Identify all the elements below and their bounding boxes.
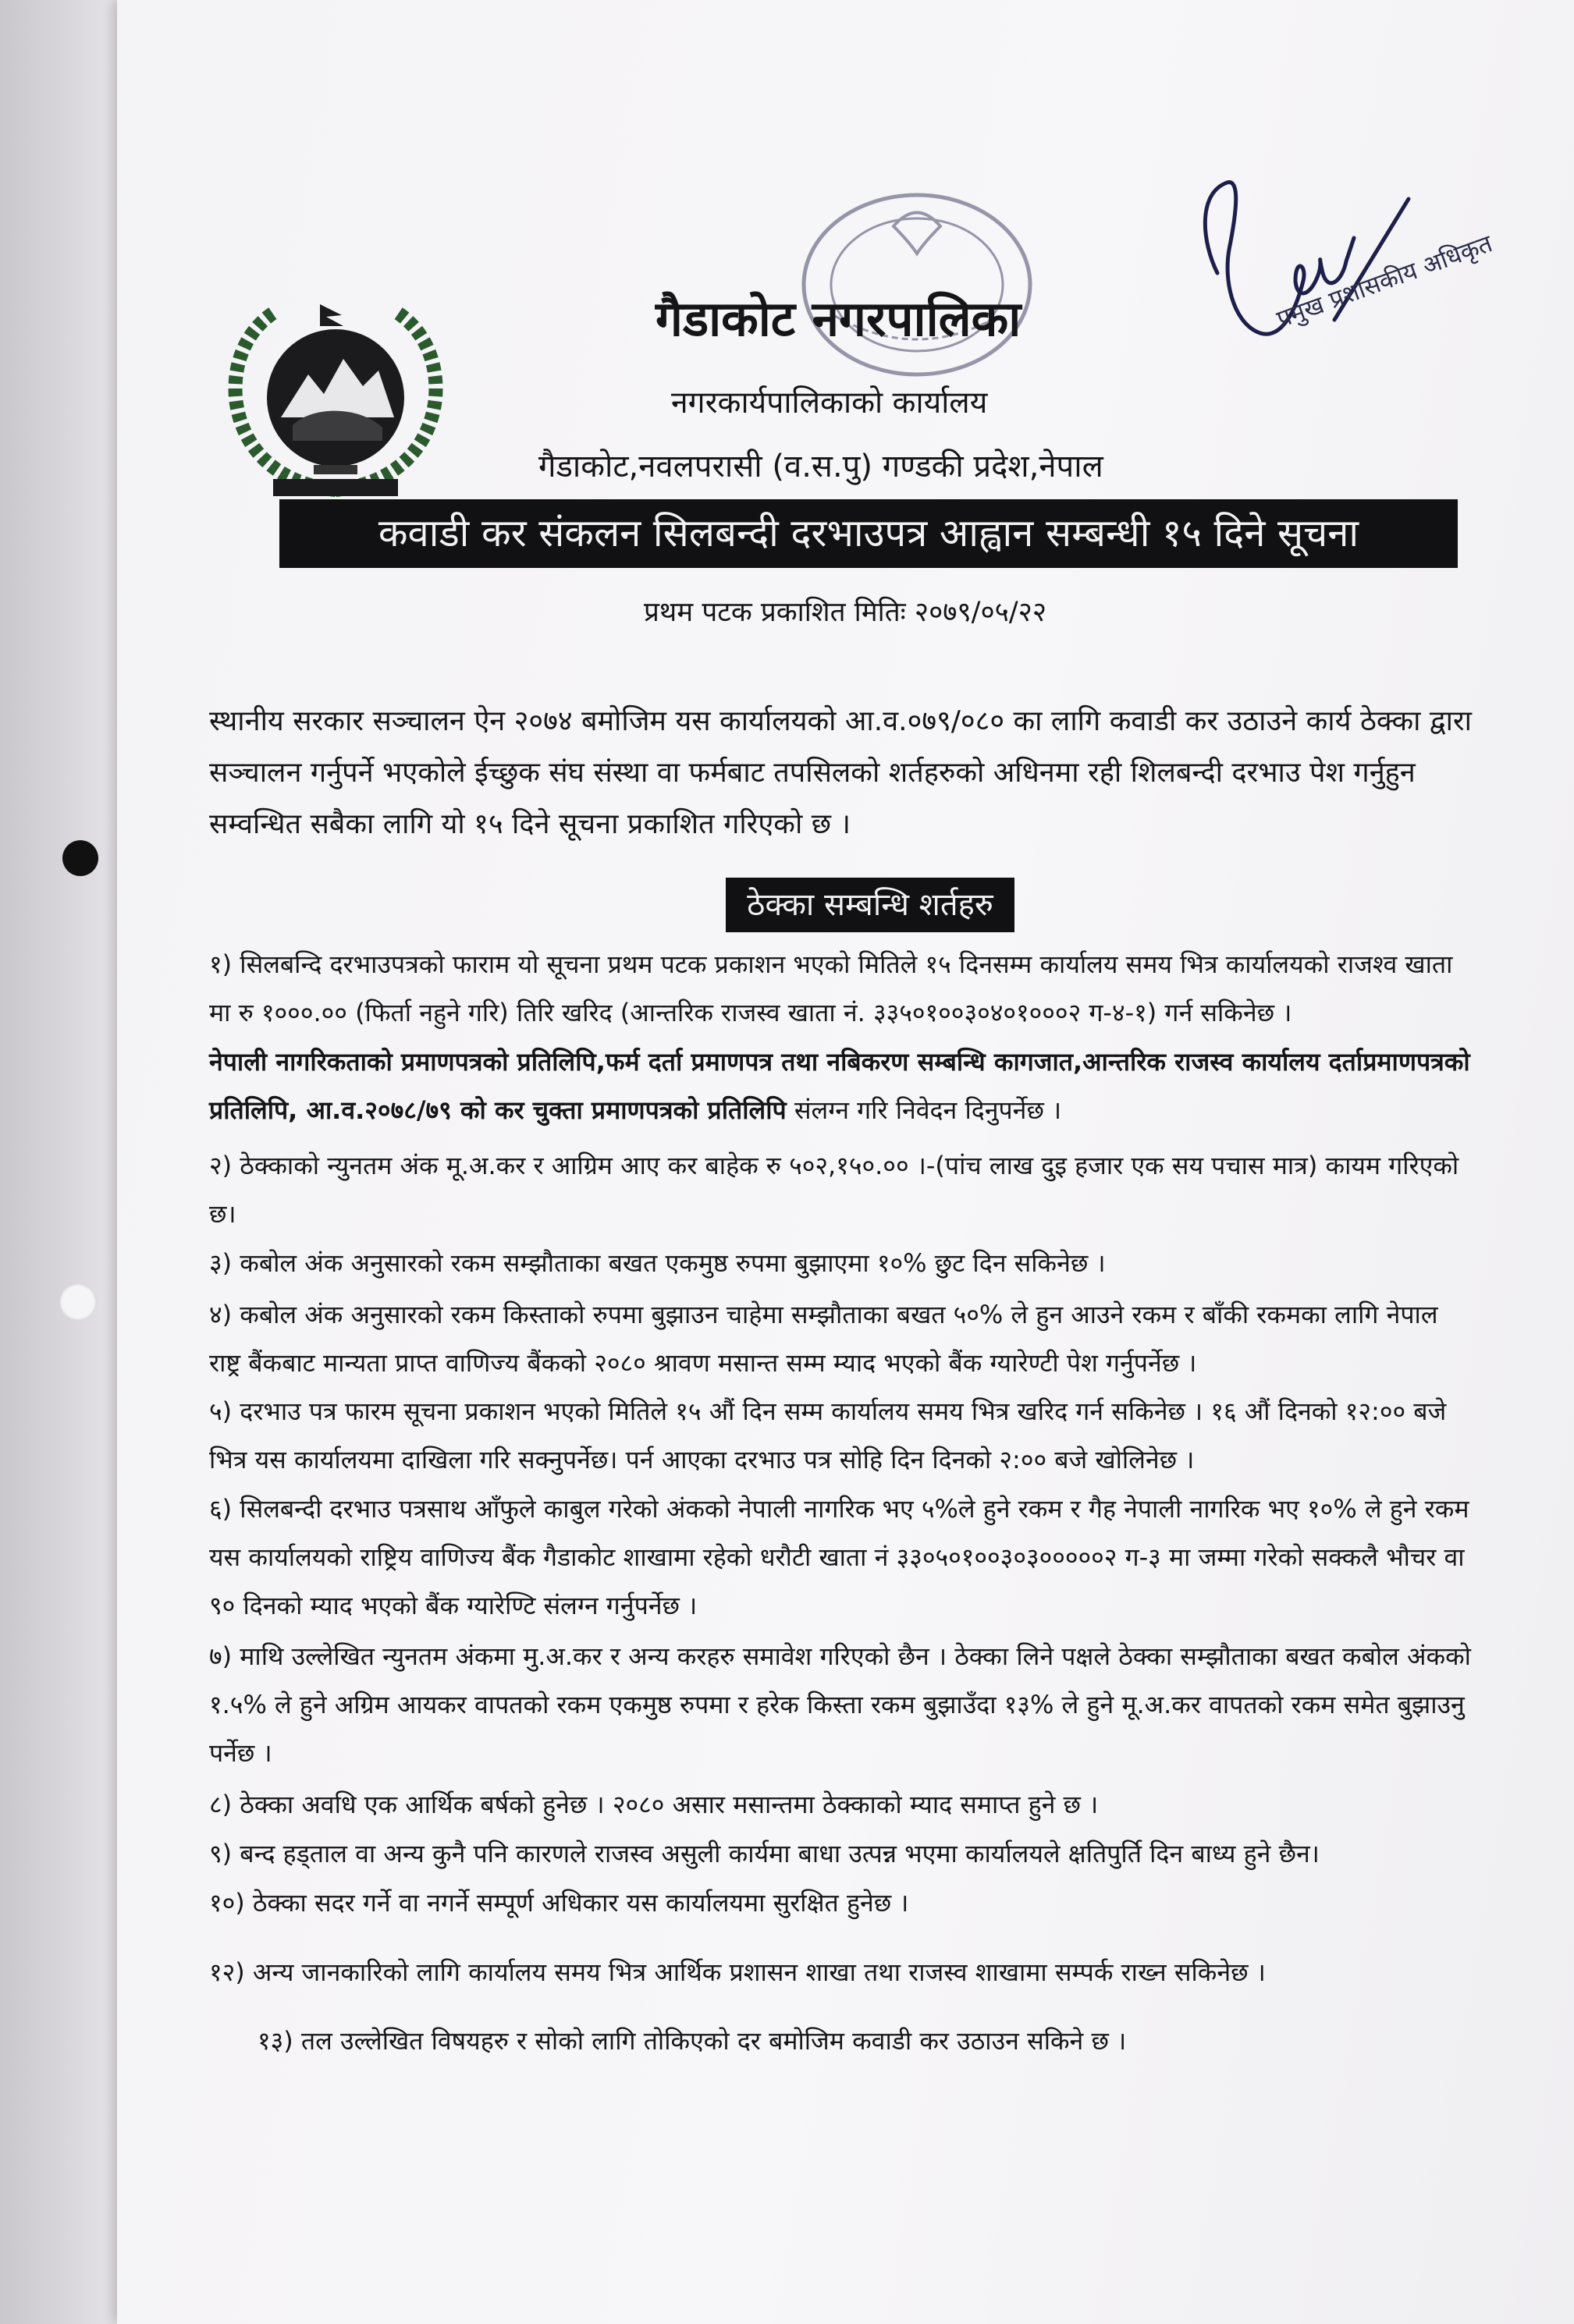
condition-item-7: ७) माथि उल्लेखित न्युनतम अंकमा मु.अ.कर र अन्य करहरु समावेश गरिएको छैन । ठेक्का लिने पक्षले ठेक्का सम्झौताका बखत कबोल अंकको १.५% ले हुने अग्रिम आयकर वापतको रकम एकमुष्ठ रुपमा र हरेक किस्ता रकम बुझाउँदा १३% ले हुने मू.अ.कर वापतको रकम समेत बुझाउनु पर्नेछ । — [209, 1641, 1471, 1768]
page-fold-shadow — [0, 0, 117, 2324]
condition-item-6: ६) सिलबन्दी दरभाउ पत्रसाथ आँफुले काबुल गरेको अंकको नेपाली नागरिक भए ५%ले हुने रकम र गैह नेपाली नागरिक भए १०% ले हुने रकम यस कार्यालयको राष्ट्रिय वाणिज्य बैंक गैडाकोट शाखामा रहेको धरौटी खाता नं ३३०५०१००३०३०००००२ ग-३ मा जम्मा गरेको सक्कलै भौचर वा ९० दिनको म्याद भएको बैंक ग्यारेण्टि संलग्न गर्नुपर्नेछ । — [209, 1494, 1469, 1620]
punch-hole-bottom — [59, 1283, 97, 1321]
nepal-government-emblem-icon — [226, 289, 445, 499]
office-address: गैडाकोट,नवलपरासी (व.स.पु) गण्डकी प्रदेश,नेपाल — [538, 449, 1103, 484]
condition-item-8: ८) ठेक्का अवधि एक आर्थिक बर्षको हुनेछ । २०८० असार मसान्तमा ठेक्काको म्याद समाप्त हुने छ । — [209, 1790, 1099, 1819]
conditions-heading: ठेक्का सम्बन्धि शर्तहरु — [726, 878, 1014, 932]
office-name: नगरकार्यपालिकाको कार्यालय — [671, 385, 988, 420]
punch-hole-top — [62, 840, 98, 876]
condition-item-13: १३) तल उल्लेखित विषयहरु र सोको लागि तोकिएको दर बमोजिम कवाडी कर उठाउन सकिने छ । — [258, 2026, 1127, 2056]
condition-1-note-tail: संलग्न गरि निवेदन दिनुपर्नेछ । — [786, 1095, 1062, 1125]
condition-item-9: ९) बन्द हड्ताल वा अन्य कुनै पनि कारणले राजस्व असुली कार्यमा बाधा उत्पन्न भएमा कार्यालयले क्षतिपुर्ति दिन बाध्य हुने छैन। — [209, 1839, 1320, 1868]
condition-item-4: ४) कबोल अंक अनुसारको रकम किस्ताको रुपमा बुझाउन चाहेमा सम्झौताका बखत ५०% ले हुन आउने रकम र बाँकी रकमका लागि नेपाल राष्ट्र बैंकबाट मान्यता प्राप्त वाणिज्य बैंकको २०८० श्रावण मसान्त सम्म म्याद भएको बैंक ग्यारेण्टी पेश गर्नुपर्नेछ । — [209, 1300, 1438, 1378]
municipality-name: गैडाकोट नगरपालिका — [656, 290, 1022, 347]
condition-item-5: ५) दरभाउ पत्र फारम सूचना प्रकाशन भएको मितिले १५ औं दिन सम्म कार्यालय समय भित्र खरिद गर्न सकिनेछ । १६ औं दिनको १२:०० बजे भित्र यस कार्यालयमा दाखिला गरि सक्नुपर्नेछ। पर्न आएका दरभाउ पत्र सोहि दिन दिनको २:०० बजे खोलिनेछ । — [209, 1396, 1447, 1474]
notice-title: कवाडी कर संकलन सिलबन्दी दरभाउपत्र आह्वान सम्बन्धी १५ दिने सूचना — [279, 499, 1458, 568]
condition-item-2: २) ठेक्काको न्युनतम अंक मू.अ.कर र आग्रिम आए कर बाहेक रु ५०२,१५०.०० ।-(पांच लाख दुइ हजार एक सय पचास मात्र) कायम गरिएको छ। — [209, 1151, 1459, 1229]
condition-item-3: ३) कबोल अंक अनुसारको रकम सम्झौताका बखत एकमुष्ठ रुपमा बुझाएमा १०% छुट दिन सकिनेछ । — [209, 1248, 1106, 1278]
published-date: प्रथम पटक प्रकाशित मितिः २०७९/०५/२२ — [644, 597, 1047, 628]
condition-1-bold-note: नेपाली नागरिकताको प्रमाणपत्रको प्रतिलिपि,फर्म दर्ता प्रमाणपत्र तथा नबिकरण सम्बन्धि कागजात,आन्तरिक राजस्व कार्यालय दर्ताप्रमाणपत्रको प्रतिलिपि, आ.व.२०७८/७९ को कर चुक्ता प्रमाणपत्रको प्रतिलिपि — [209, 1047, 1470, 1125]
condition-item-1: १) सिलबन्दि दरभाउपत्रको फाराम यो सूचना प्रथम पटक प्रकाशन भएको मितिले १५ दिनसम्म कार्यालय समय भित्र कार्यालयको राजश्व खाता मा रु १०००.०० (फिर्ता नहुने गरि) तिरि खरिद (आन्तरिक राजस्व खाता नं. ३३५०१००३०४०१०००२ ग-४-१) गर्न सकिनेछ । — [209, 949, 1453, 1027]
signature-designation: प्रमुख प्रशासकीय अधिकृत — [1273, 229, 1497, 334]
intro-paragraph: स्थानीय सरकार सञ्चालन ऐन २०७४ बमोजिम यस कार्यालयको आ.व.०७९/०८० का लागि कवाडी कर उठाउने कार्य ठेक्का द्वारा सञ्चालन गर्नुपर्ने भएकोले ईच्छुक संघ संस्था वा फर्मबाट तपसिलको शर्तहरुको अधिनमा रही शिलबन्दी दरभाउ पेश गर्नुहुन सम्वन्धित सबैका लागि यो १५ दिने सूचना प्रकाशित गरिएको छ । — [209, 705, 1472, 840]
condition-item-12: १२) अन्य जानकारिको लागि कार्यालय समय भित्र आर्थिक प्रशासन शाखा तथा राजस्व शाखामा सम्पर्क राख्न सकिनेछ । — [209, 1957, 1266, 1987]
condition-item-10: १०) ठेक्का सदर गर्ने वा नगर्ने सम्पूर्ण अधिकार यस कार्यालयमा सुरक्षित हुनेछ । — [209, 1888, 909, 1918]
condition-item-1-note — [209, 1038, 1473, 1134]
